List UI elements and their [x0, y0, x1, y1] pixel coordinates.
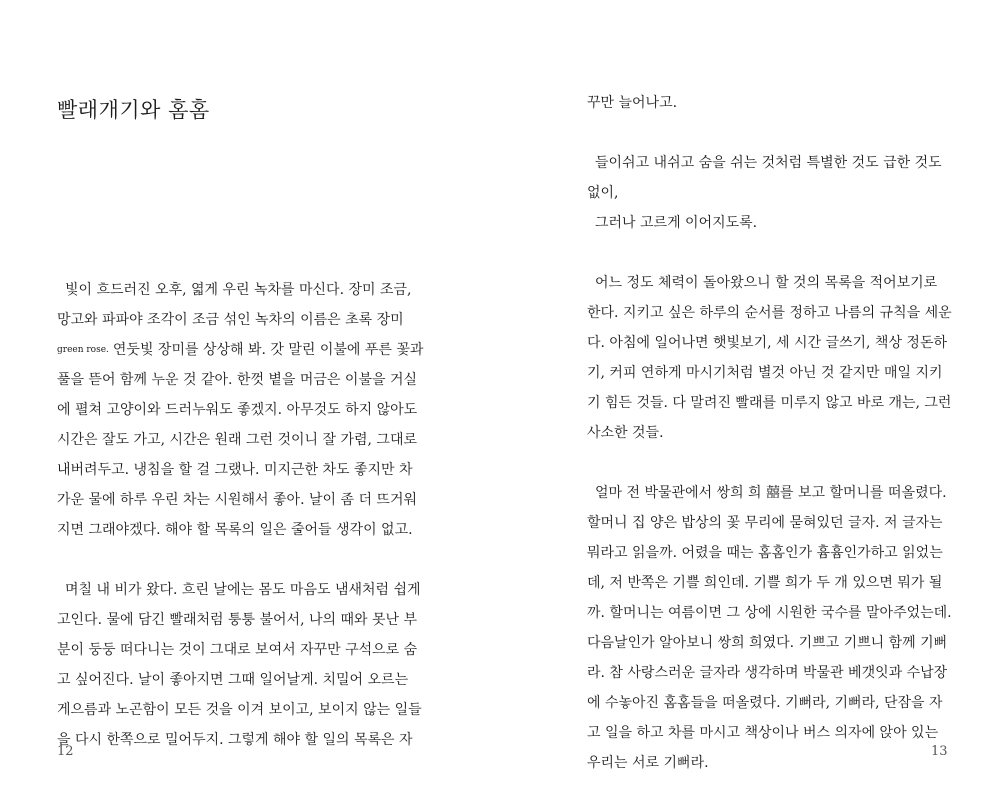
paragraph: [587, 88, 952, 778]
text-line: 에 펼쳐 고양이와 드러누워도 좋겠지. 아무것도 하지 않아도: [57, 402, 418, 418]
text-line: 지면 그래야겠다. 해야 할 목록의 일은 줄어들 생각이 없고.: [57, 522, 413, 538]
text-line: 기, 커피 연하게 마시기처럼 별것 아닌 것 같지만 매일 지키: [587, 365, 943, 381]
text-line: 없이,: [587, 185, 619, 201]
text-line: 다. 아침에 일어나면 햇빛보기, 세 시간 글쓰기, 책상 정돈하: [587, 335, 948, 351]
text-line: 시간은 잘도 가고, 시간은 원래 그런 것이니 잘 가렴, 그대로: [57, 432, 418, 448]
text-line: [57, 335, 424, 365]
text-line: 고인다. 물에 담긴 빨래처럼 퉁퉁 불어서, 나의 때와 못난 부: [57, 612, 418, 628]
text-line: 한다. 지키고 싶은 하루의 순서를 정하고 나름의 규칙을 세운: [587, 305, 952, 321]
text-line: 내버려두고. 냉침을 할 걸 그랬나. 미지근한 차도 좋지만 차: [57, 462, 413, 478]
text-line: 기 힘든 것들. 다 말려진 빨래를 미루지 않고 바로 개는, 그런: [587, 395, 952, 411]
text-line: 빛이 흐드러진 오후, 엷게 우린 녹차를 마신다. 장미 조금,: [65, 282, 412, 298]
text-line: 그러나 고르게 이어지도록.: [595, 215, 758, 231]
text-line: 을 다시 한쪽으로 밀어두지. 그렇게 해야 할 일의 목록은 자: [57, 732, 413, 748]
text-line: 얼마 전 박물관에서 쌍희 희 囍를 보고 할머니를 떠올렸다.: [595, 485, 947, 501]
text-line: 고 일을 하고 차를 마시고 책상이나 버스 의자에 앉아 있는: [587, 725, 939, 741]
chapter-title: 빨래개기와 홈홈: [57, 98, 210, 122]
text-line: 다음날인가 알아보니 쌍희 희였다. 기쁘고 기쁘니 함께 기뻐: [587, 635, 948, 651]
page-number: 12: [57, 744, 74, 759]
text-line-body: 연둣빛 장미를 상상해 봐. 갓 말린 이불에 푸른 꽃과: [112, 342, 424, 358]
text-line: 들이쉬고 내쉬고 숨을 쉬는 것처럼 특별한 것도 급한 것도: [595, 155, 942, 171]
text-line: 분이 둥둥 떠다니는 것이 그대로 보여서 자꾸만 구석으로 숨: [57, 642, 418, 658]
text-line: 풀을 뜯어 함께 누운 것 같아. 한껏 볕을 머금은 이불을 거실: [57, 372, 418, 388]
page-number: 13: [931, 744, 948, 759]
text-line: 할머니 집 양은 밥상의 꽃 무리에 묻혀있던 글자. 저 글자는: [587, 515, 943, 531]
text-line: 가운 물에 하루 우린 차는 시원해서 좋아. 날이 좀 더 뜨거워: [57, 492, 418, 508]
text-line: 우리는 서로 기뻐라.: [587, 755, 709, 771]
text-line: 에 수놓아진 홈홈들을 떠올렸다. 기뻐라, 기뻐라, 단잠을 자: [587, 695, 943, 711]
text-line: 데, 저 반쪽은 기쁠 희인데. 기쁠 희가 두 개 있으면 뭐가 될: [587, 575, 943, 591]
latin-inline-text: green rose.: [57, 345, 109, 355]
text-line: 망고와 파파야 조각이 조금 섞인 녹차의 이름은 초록 장미: [57, 312, 404, 328]
paragraph: [57, 275, 424, 755]
text-line: 며칠 내 비가 왔다. 흐린 날에는 몸도 마음도 냄새처럼 쉽게: [65, 582, 421, 598]
text-line: 꾸만 늘어나고.: [587, 95, 678, 111]
text-line: 라. 참 사랑스러운 글자라 생각하며 박물관 베갯잇과 수납장: [587, 665, 948, 681]
text-line: 까. 할머니는 여름이면 그 상에 시원한 국수를 말아주었는데.: [587, 605, 952, 621]
text-line: 뭐라고 읽을까. 어렸을 때는 홈홈인가 흄흄인가하고 읽었는: [587, 545, 943, 561]
text-line: 어느 정도 체력이 돌아왔으니 할 것의 목록을 적어보기로: [595, 275, 938, 291]
text-line: 고 싶어진다. 날이 좋아지면 그때 일어날게. 치밀어 오르는: [57, 672, 409, 688]
right-page: [500, 0, 1000, 811]
text-line: 게으름과 노곤함이 모든 것을 이겨 보이고, 보이지 않는 일들: [57, 702, 422, 718]
text-line: 사소한 것들.: [587, 425, 664, 441]
